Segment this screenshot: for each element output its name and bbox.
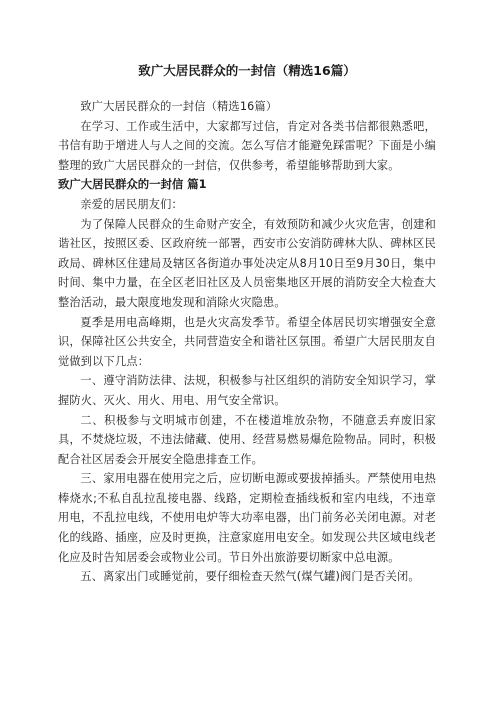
document-title: 致广大居民群众的一封信（精选16篇） — [138, 63, 356, 78]
section-heading: 致广大居民群众的一封信 篇1 — [58, 177, 207, 192]
body-paragraph: 为了保障人民群众的生命财产安全，有效预防和减少火灾危害，创建和谐社区，按照区委、区政府统一部署，西安市公安消防碑林大队、碑林区民政局、碑林区住建局及辖区各街道办事处决定从8月10日至9月30日，集中时间、集中力量，在全区老旧社区及人员密集地区开展的消防安全大检查大整治活动，最大限度地发现和消除火灾隐患。 — [58, 217, 436, 309]
body-paragraph: 五、离家出门或睡觉前，要仔细检查天然气(煤气罐)阀门是否关闭。 — [80, 570, 420, 584]
subtitle-paragraph: 致广大居民群众的一封信（精选16篇） — [80, 100, 278, 113]
salutation-paragraph: 亲爱的居民朋友们： — [80, 197, 183, 211]
body-paragraph: 三、家用电器在使用完之后，应切断电源或要拔掉插头。严禁使用电热棒烧水;不私自乱拉乱接电器、线路，定期检查插线板和室内电线，不违章用电，不乱拉电线，不使用电炉等大功率电器，出门前务必关闭电源。对老化的线路、插座，应及时更换，注意家庭用电安全。如发现公共区域电线老化应及时告知居委会或物业公司。节日外出旅游要切断家中总电源。 — [58, 472, 436, 564]
body-paragraph: 二、积极参与文明城市创建，不在楼道堆放杂物，不随意丢弃废旧家具，不焚烧垃圾，不违法储藏、使用、经营易燃易爆危险物品。同时，积极配合社区居委会开展安全隐患排查工作。 — [58, 413, 436, 466]
body-paragraph: 一、遵守消防法律、法规，积极参与社区组织的消防安全知识学习，掌握防火、灭火、用火、用电、用气安全常识。 — [58, 374, 436, 407]
intro-paragraph: 在学习、工作或生活中，大家都写过信，肯定对各类书信都很熟悉吧，书信有助于增进人与人之间的交流。怎么写信才能避免踩雷呢？下面是小编整理的致广大居民群众的一封信，仅供参考，希望能够帮助到大家。 — [58, 119, 436, 172]
body-paragraph: 夏季是用电高峰期，也是火灾高发季节。希望全体居民切实增强安全意识，保障社区公共安全，共同营造安全和谐社区氛围。希望广大居民朋友自觉做到以下几点： — [58, 315, 436, 368]
